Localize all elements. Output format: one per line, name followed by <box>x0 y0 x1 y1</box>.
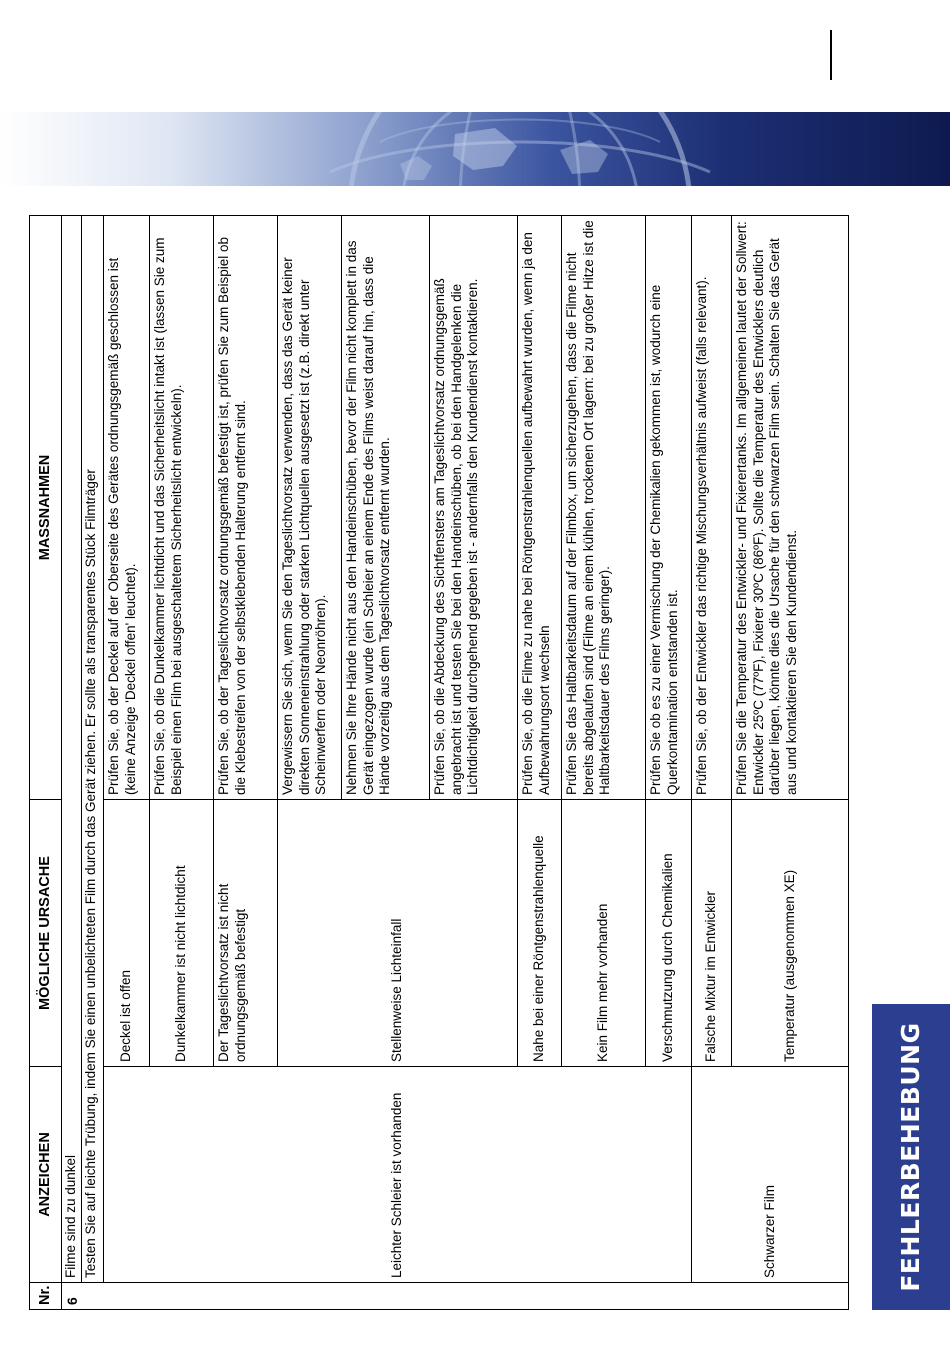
troubleshooting-table <box>29 215 849 1310</box>
action-cell: Prüfen Sie ob es zu einer Vermischung der Chemikalien gekommen ist, wodurch eine Querkontamination entstanden ist. <box>646 216 692 800</box>
header-divider <box>830 30 832 80</box>
action-cell: Prüfen Sie, ob die Dunkelkammer lichtdicht und das Sicherheitslicht intakt ist (lassen Sie zum Beispiel einen Film bei ausgeschaltetem Sicherheitslicht entwickeln). <box>150 216 214 800</box>
cause-cell: Deckel ist offen <box>104 800 150 1067</box>
action-cell: Prüfen Sie, ob der Entwickler das richtige Mischungsverhältnis aufweist (falls relevant). <box>692 216 732 800</box>
column-header-anzeichen: ANZEICHEN <box>30 1067 62 1283</box>
action-cell: Nehmen Sie Ihre Hände nicht aus den Handeinschüben, bevor der Film nicht komplett in das Gerät eingezogen wurde (ein Schleier an einem Ende des Films weist darauf hin, dass die Hände vorzeitig aus dem Tageslichtvorsatz entfernt wurden. <box>342 216 430 800</box>
globe-icon <box>0 112 950 186</box>
action-cell: Prüfen Sie, ob die Abdeckung des Sichtfensters am Tageslichtvorsatz ordnungsgemäß angebracht ist und testen Sie bei den Handeinschüben, ob bei den Handgelenken die Lichtdichtigkeit durchgehend gegeben ist - andernfalls den Kundendienst kontaktieren. <box>430 216 518 800</box>
table-row <box>692 216 732 1310</box>
cause-cell: Der Tageslichtvorsatz ist nicht ordnungsgemäß befestigt <box>214 800 278 1067</box>
table-row <box>62 216 82 1310</box>
cause-cell: Nahe bei einer Röntgenstrahlenquelle <box>518 800 562 1067</box>
cause-cell: Dunkelkammer ist nicht lichtdicht <box>150 800 214 1067</box>
cause-cell: Temperatur (ausgenommen XE) <box>732 800 849 1067</box>
action-cell: Prüfen Sie, ob der Tageslichtvorsatz ordnungsgemäß befestigt ist, prüfen Sie zum Beispiel ob die Klebestreifen von der selbstklebenden Halterung entfernt sind. <box>214 216 278 800</box>
table-row <box>104 216 150 1310</box>
cause-cell: Stellenweise Lichteinfall <box>278 800 518 1067</box>
action-cell: Prüfen Sie, ob der Deckel auf der Oberseite des Gerätes ordnungsgemäß geschlossen ist (keine Anzeige 'Deckel offen' leuchtet). <box>104 216 150 800</box>
header-banner <box>0 112 950 186</box>
column-header-massnahmen: MASSNAHMEN <box>30 216 62 800</box>
action-cell: Vergewissern Sie sich, wenn Sie den Tageslichtvorsatz verwenden, dass das Gerät keiner direkten Sonneneinstrahlung oder starken Lichtquellen ausgesetzt ist (z.B. direkt unter Scheinwerfern oder Neonröhren). <box>278 216 342 800</box>
cause-cell: Falsche Mixtur im Entwickler <box>692 800 732 1067</box>
problem-title: Filme sind zu dunkel <box>62 216 82 1283</box>
action-cell: Prüfen Sie das Haltbarkeitsdatum auf der Filmbox, um sicherzugehen, dass die Filme nicht bereits abgelaufen sind (Filme an einem kühlen, trockenen Ort lagern: bei zu großer Hitze ist die Haltbarkeitsdauer des Films geringer). <box>562 216 646 800</box>
action-cell: Prüfen Sie die Temperatur des Entwickler- und Fixierertanks. Im allgemeinen lautet der Sollwert: Entwickler 25ºC (77ºF), Fixierer 30ºC (86ºF). Sollte die Temperatur des Entwicklers deutlich darüber liegen, könnte dies die Ursache für den schwarzen Film sein. Schalten Sie das Gerät aus und kontaktieren Sie den Kundendienst. <box>732 216 849 800</box>
troubleshooting-table-wrapper <box>29 216 849 1310</box>
test-instruction: Testen Sie auf leichte Trübung, indem Sie einen unbelichteten Film durch das Gerät ziehen. Er sollte als transparentes Stück Filmträger <box>82 216 104 1283</box>
column-header-ursache: MÖGLICHE URSACHE <box>30 800 62 1067</box>
table-row <box>82 216 104 1310</box>
column-header-nr: Nr. <box>30 1283 62 1310</box>
cause-cell: Kein Film mehr vorhanden <box>562 800 646 1067</box>
action-cell: Prüfen Sie, ob die Filme zu nahe bei Röntgenstrahlenquellen aufbewahrt wurden, wenn ja den Aufbewahrungsort wechseln <box>518 216 562 800</box>
section-title: FEHLERBEHEBUNG <box>896 1022 925 1292</box>
table-header-row <box>30 216 62 1310</box>
row-number: 6 <box>62 1283 849 1310</box>
symptom-black-film: Schwarzer Film <box>692 1067 849 1283</box>
cause-cell: Verschmutzung durch Chemikalien <box>646 800 692 1067</box>
symptom-light-fog: Leichter Schleier ist vorhanden <box>104 1067 692 1283</box>
